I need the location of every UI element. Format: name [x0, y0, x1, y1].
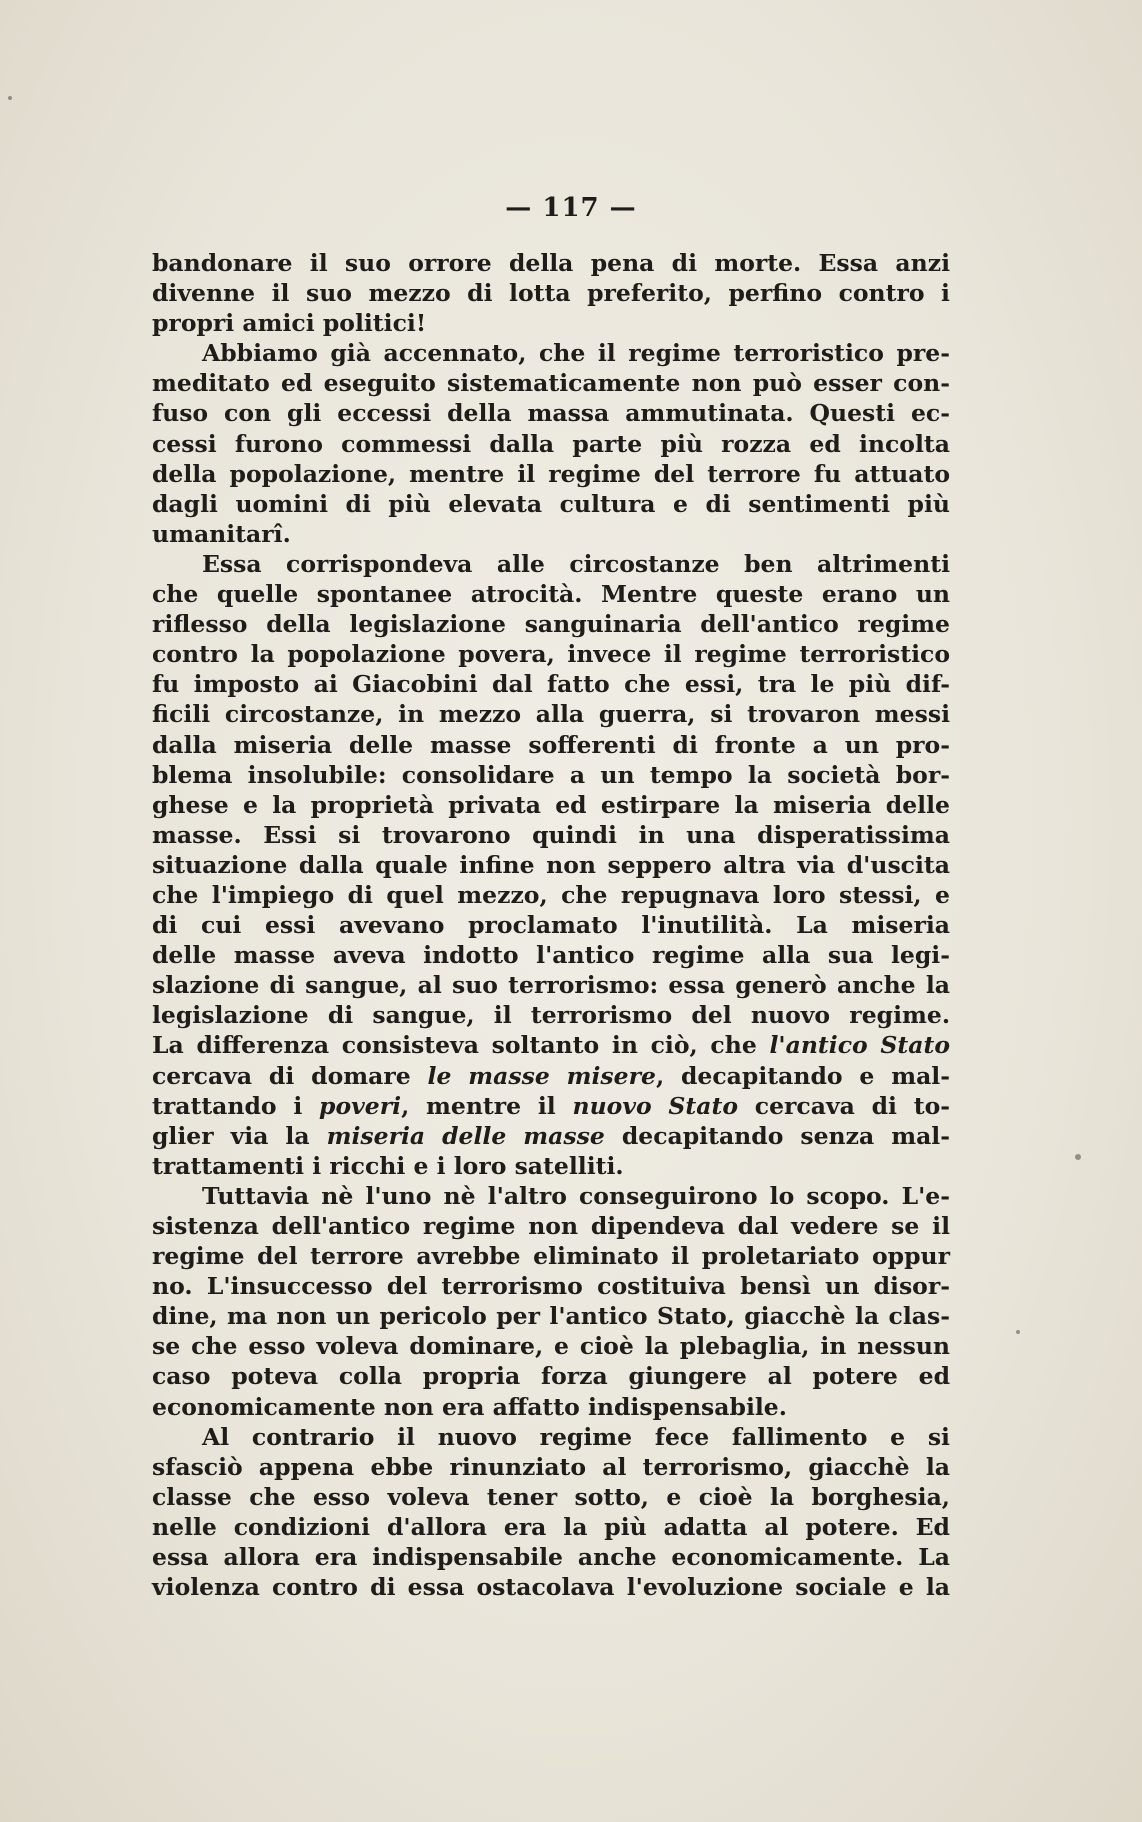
text-line: della popolazione, mentre il regime del terrore fu attuato [152, 459, 950, 488]
text-line: Tuttavia nè l'uno nè l'altro conseguirono lo scopo. L'e- [202, 1181, 950, 1210]
text-line: fu imposto ai Giacobini dal fatto che essi, tra le più dif- [152, 670, 950, 699]
text-segment: , decapitando e mal- [655, 1061, 950, 1090]
text-segment: cercava di domare [152, 1061, 428, 1090]
text-line [152, 1121, 950, 1151]
text-line: umanitarî. [152, 519, 291, 548]
text-line: dine, ma non un pericolo per l'antico Stato, giacchè la clas- [152, 1302, 950, 1331]
text-segment: , mentre il [401, 1091, 573, 1120]
text-line [152, 1091, 950, 1121]
text-line: sistenza dell'antico regime non dipendeva dal vedere se il [152, 1212, 950, 1240]
text-line: masse. Essi si trovarono quindi in una disperatissima [152, 820, 950, 849]
text-line: dalla miseria delle masse sofferenti di fronte a un pro- [152, 730, 950, 759]
text-line: divenne il suo mezzo di lotta preferito, perfino contro i [152, 279, 950, 308]
text-line: sfasciò appena ebbe rinunziato al terrorismo, giacchè la [152, 1452, 950, 1481]
text-line: slazione di sangue, al suo terrorismo: essa generò anche la [152, 971, 950, 1000]
text-line: cessi furono commessi dalla parte più rozza ed incolta [152, 429, 950, 458]
italic-phrase: le masse misere [427, 1061, 656, 1090]
text-line: fuso con gli eccessi della massa ammutinata. Questi ec- [152, 399, 950, 428]
text-line: che quelle spontanee atrocità. Mentre queste erano un [152, 580, 950, 609]
text-segment: trattando i [152, 1091, 320, 1120]
text-line: Essa corrispondeva alle circostanze ben altrimenti [202, 549, 950, 578]
italic-phrase: miseria delle masse [326, 1121, 605, 1150]
text-line: nelle condizioni d'allora era la più adatta al potere. Ed [152, 1512, 950, 1541]
text-line: essa allora era indispensabile anche economicamente. La [152, 1543, 950, 1572]
text-line: economicamente non era affatto indispensabile. [152, 1392, 787, 1421]
text-line: caso poteva colla propria forza giungere al potere ed [152, 1362, 950, 1391]
text-line: regime del terrore avrebbe eliminato il proletariato oppur [152, 1242, 950, 1271]
text-line: ghese e la proprietà privata ed estirpare la miseria delle [152, 790, 950, 819]
page-number: — 117 — [505, 193, 637, 223]
text-line [152, 1061, 950, 1091]
text-line: Abbiamo già accennato, che il regime terroristico pre- [202, 339, 950, 368]
text-line: violenza contro di essa ostacolava l'evoluzione sociale e la [152, 1573, 950, 1602]
text-line [152, 1030, 950, 1060]
text-line: ficili circostanze, in mezzo alla guerra, si trovaron messi [152, 700, 950, 729]
text-line: classe che esso voleva tener sotto, e cioè la borghesia, [152, 1482, 950, 1511]
text-line: legislazione di sangue, il terrorismo del nuovo regime. [152, 1001, 950, 1030]
text-line: riflesso della legislazione sanguinaria dell'antico regime [152, 610, 950, 639]
text-line: meditato ed eseguito sistematicamente non può esser con- [152, 369, 950, 398]
italic-phrase: nuovo Stato [572, 1091, 739, 1120]
text-line: contro la popolazione povera, invece il regime terroristico [152, 640, 950, 669]
paper-speck [1075, 1154, 1081, 1160]
body-text [152, 248, 950, 1602]
text-segment: glier via la [152, 1121, 327, 1150]
text-line: delle masse aveva indotto l'antico regime alla sua legi- [152, 941, 950, 970]
text-line: propri amici politici! [152, 309, 427, 338]
text-line: trattamenti i ricchi e i loro satelliti. [152, 1151, 624, 1180]
text-line: di cui essi avevano proclamato l'inutilità. La miseria [152, 911, 950, 940]
text-segment: cercava di to- [738, 1091, 950, 1120]
text-line: che l'impiego di quel mezzo, che repugnava loro stessi, e [152, 880, 950, 909]
italic-phrase: l'antico Stato [769, 1031, 951, 1060]
text-line: Al contrario il nuovo regime fece fallimento e si [202, 1422, 950, 1451]
text-segment: La differenza consisteva soltanto in ciò, che [152, 1031, 770, 1060]
text-line: situazione dalla quale infine non seppero altra via d'uscita [152, 850, 950, 879]
paper-speck [8, 96, 12, 100]
text-line: blema insolubile: consolidare a un tempo la società bor- [152, 760, 950, 789]
text-line: dagli uomini di più elevata cultura e di sentimenti più [152, 489, 950, 518]
text-line: se che esso voleva dominare, e cioè la plebaglia, in nessun [152, 1332, 950, 1361]
paper-speck [1016, 1330, 1020, 1334]
text-segment: decapitando senza mal- [604, 1121, 950, 1150]
text-line: no. L'insuccesso del terrorismo costituiva bensì un disor- [152, 1272, 950, 1301]
text-line: bandonare il suo orrore della pena di morte. Essa anzi [152, 249, 950, 277]
italic-phrase: poveri [319, 1091, 402, 1120]
